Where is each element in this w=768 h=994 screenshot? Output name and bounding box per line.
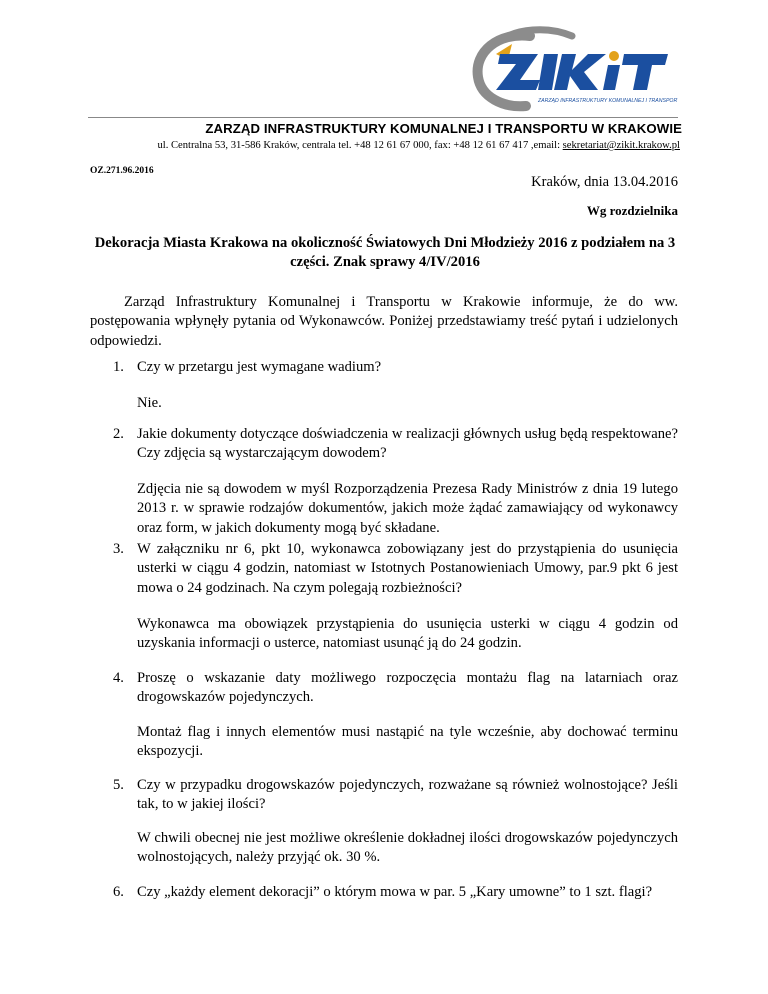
qa-question: Czy „każdy element dekoracji” o którym mowa w par. 5 „Kary umowne” to 1 szt. flagi?: [137, 884, 653, 900]
org-name: ZARZĄD INFRASTRUKTURY KOMUNALNEJ I TRANSPORTU W KRAKOWIE: [205, 121, 682, 136]
qa-answer: Wykonawca ma obowiązek przystąpienia do usunięcia usterki w ciągu 4 godzin od uzyskania informacji o usterce, natomiast usunąć ją do 24 godzin.: [137, 616, 678, 652]
qa-question: Czy w przetargu jest wymagane wadium?: [137, 359, 382, 375]
intro-paragraph: [90, 293, 678, 351]
qa-number: 4.: [113, 670, 124, 686]
qa-answer: Zdjęcia nie są dowodem w myśl Rozporządzenia Prezesa Rady Ministrów z dnia 19 lutego 2013 r. w sprawie rodzajów dokumentów, jakich może żądać zamawiający od wykonawcy oraz form, w jakich dokumenty mogą być składane.: [137, 481, 678, 536]
org-address: [60, 140, 680, 151]
reference-number: OZ.271.96.2016: [90, 166, 154, 176]
zikit-logo: [468, 22, 678, 112]
qa-number: 1.: [113, 359, 124, 375]
qa-question: Czy w przypadku drogowskazów pojedynczych, rozważane są również wolnostojące? Jeśli tak, to w jakiej ilości?: [137, 777, 678, 813]
org-address-text: ul. Centralna 53, 31-586 Kraków, centrala tel. +48 12 61 67 000, fax: +48 12 61 67 417 ,email:: [157, 140, 563, 151]
zikit-logo-graphic: [468, 22, 678, 112]
qa-number: 6.: [113, 884, 124, 900]
qa-number: 5.: [113, 777, 124, 793]
logo-subtitle: ZARZĄD INFRASTRUKTURY KOMUNALNEJ I TRANSPORTU: [538, 98, 678, 104]
qa-number: 3.: [113, 541, 124, 557]
header-rule: [88, 117, 678, 118]
qa-question: W załączniku nr 6, pkt 10, wykonawca zobowiązany jest do przystąpienia do usunięcia usterki w ciągu 4 godzin, natomiast w Istotnych Postanowieniach Umowy, par.9 pkt 6 jest mowa o 24 godzinach. Na czym polegają rozbieżności?: [137, 541, 678, 596]
distribution-note: Wg rozdzielnika: [586, 203, 678, 218]
qa-question: Proszę o wskazanie daty możliwego rozpoczęcia montażu flag na latarniach oraz drogowskazów pojedynczych.: [137, 670, 678, 706]
qa-answer: W chwili obecnej nie jest możliwe określenie dokładnej ilości drogowskazów pojedynczych wolnostojących, należy przyjąć ok. 30 %.: [137, 830, 678, 866]
document-date: Kraków, dnia 13.04.2016: [531, 174, 678, 190]
document-title: Dekoracja Miasta Krakowa na okoliczność Światowych Dni Młodzieży 2016 z podziałem na 3 części. Znak sprawy 4/IV/2016: [94, 235, 676, 270]
qa-answer: Montaż flag i innych elementów musi nastąpić na tyle wcześnie, aby dochować terminu ekspozycji.: [137, 724, 678, 760]
qa-question: Jakie dokumenty dotyczące doświadczenia w realizacji głównych usług będą respektowane? Czy zdjęcia są wystarczającym dowodem?: [137, 426, 678, 462]
intro-text: Zarząd Infrastruktury Komunalnej i Transportu w Krakowie informuje, że do ww. postępowania wpłynęły pytania od Wykonawców. Poniżej przedstawiamy treść pytań i udzielonych odpowiedzi.: [90, 294, 678, 349]
qa-answer: Nie.: [137, 395, 162, 411]
qa-number: 2.: [113, 426, 124, 442]
org-email-link[interactable]: sekretariat@zikit.krakow.pl: [562, 140, 680, 151]
